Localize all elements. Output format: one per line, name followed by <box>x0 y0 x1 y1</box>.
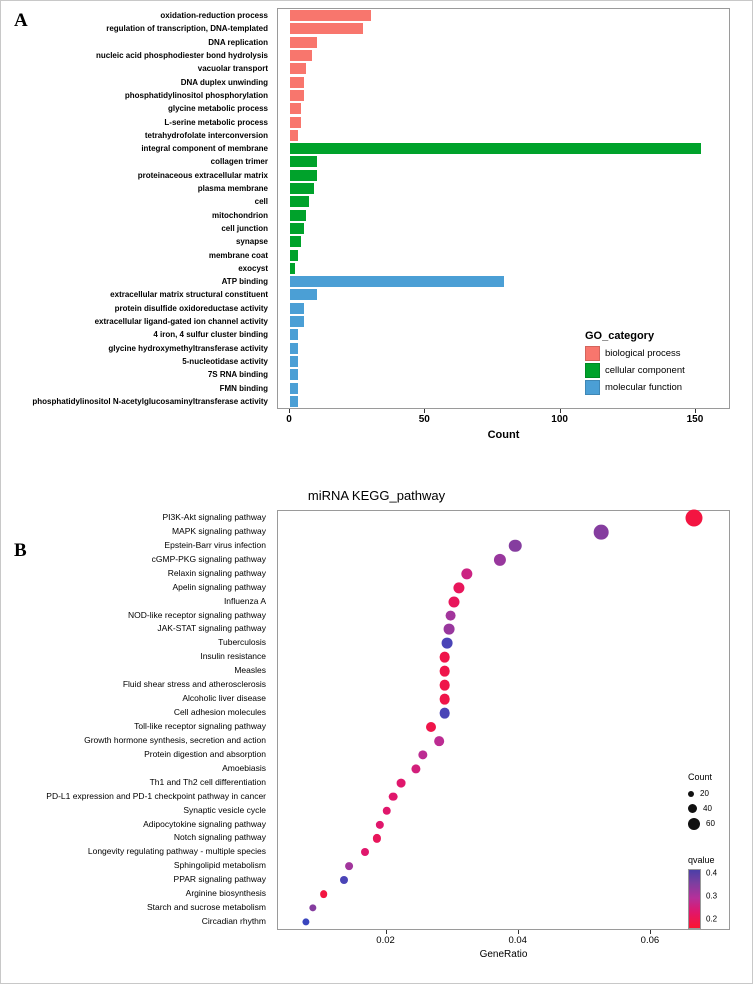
scatter-dot <box>444 624 455 635</box>
bar <box>290 289 317 300</box>
scatter-dot <box>361 848 369 856</box>
bar <box>290 316 304 327</box>
bar <box>290 356 298 367</box>
bar-label: protein disulfide oxidoreductase activity <box>114 303 268 313</box>
pathway-label: MAPK signaling pathway <box>171 525 266 536</box>
panel-b-x-axis-title: GeneRatio <box>479 949 528 960</box>
bar <box>290 130 298 141</box>
bar <box>290 77 304 88</box>
panel-b-color-legend <box>688 855 753 929</box>
panel-a-category-labels <box>0 8 272 409</box>
scatter-dot <box>376 820 384 828</box>
pathway-label: Cell adhesion molecules <box>173 707 266 718</box>
bar <box>290 10 371 21</box>
legend-item-cellular-component <box>585 363 745 378</box>
bar-label: extracellular matrix structural constituent <box>110 290 268 300</box>
size-legend-item <box>688 816 753 831</box>
bar-label: L-serine metabolic process <box>164 117 268 127</box>
pathway-label: Alcoholic liver disease <box>182 693 266 704</box>
axis-tick <box>289 409 290 413</box>
bar <box>290 276 504 287</box>
legend-swatch <box>585 346 600 361</box>
bar-label: nucleic acid phosphodiester bond hydrolysis <box>95 51 268 61</box>
bar-label: cell junction <box>221 223 268 233</box>
legend-label: biological process <box>605 348 681 359</box>
panel-a-x-axis-title: Count <box>487 429 520 441</box>
scatter-dot <box>439 652 450 663</box>
pathway-label: Influenza A <box>223 595 266 606</box>
color-legend-tick: 0.3 <box>706 891 718 901</box>
pathway-label: Amoebiasis <box>222 762 266 773</box>
scatter-dot <box>441 638 452 649</box>
bar <box>290 63 306 74</box>
panel-a-legend-title: GO_category <box>585 330 655 342</box>
bar-label: integral component of membrane <box>141 144 268 154</box>
bar <box>290 383 298 394</box>
bar <box>290 223 304 234</box>
scatter-dot <box>302 918 309 925</box>
bar-label: extracellular ligand-gated ion channel activity <box>94 317 268 327</box>
bar <box>290 23 363 34</box>
scatter-dot <box>426 722 436 732</box>
scatter-dot <box>412 764 421 773</box>
axis-tick-label: 0.02 <box>376 935 395 946</box>
panel-b-title: miRNA KEGG_pathway <box>307 488 446 503</box>
bar-label: collagen trimer <box>210 157 268 167</box>
panel-a-legend <box>585 330 745 397</box>
axis-tick <box>650 930 651 934</box>
scatter-dot <box>320 890 328 898</box>
scatter-dot <box>418 750 427 759</box>
bar-label: tetrahydrofolate interconversion <box>144 130 268 140</box>
bar-label: DNA replication <box>208 37 268 47</box>
scatter-dot <box>448 596 459 607</box>
bar-label: plasma membrane <box>197 184 268 194</box>
bar <box>290 369 298 380</box>
bar-label: phosphatidylinositol N-acetylglucosaminyltransferase activity <box>32 396 268 406</box>
pathway-label: Growth hormone synthesis, secretion and action <box>84 734 266 745</box>
axis-tick-label: 0.04 <box>508 935 527 946</box>
pathway-label: Insulin resistance <box>200 651 266 662</box>
size-legend-title: Count <box>688 772 713 782</box>
bar-label: ATP binding <box>221 277 268 287</box>
size-legend-label: 20 <box>700 789 709 798</box>
scatter-dot <box>439 708 450 719</box>
bar <box>290 303 304 314</box>
bar-label: DNA duplex unwinding <box>180 77 268 87</box>
bar <box>290 396 298 407</box>
bar <box>290 90 304 101</box>
bar-label: membrane coat <box>208 250 268 260</box>
scatter-dot <box>345 862 353 870</box>
bar-label: regulation of transcription, DNA-templated <box>106 24 268 34</box>
axis-tick <box>424 409 425 413</box>
size-legend-dot <box>688 804 697 813</box>
color-legend-title: qvalue <box>688 855 715 865</box>
bar-label: synapse <box>235 237 268 247</box>
scatter-dot <box>340 876 348 884</box>
legend-label: molecular function <box>605 382 683 393</box>
panel-b-size-legend <box>688 772 753 831</box>
bar-label: exocyst <box>238 263 268 273</box>
panel-b-plot-area <box>277 510 730 930</box>
panel-a-letter: A <box>14 10 28 31</box>
bar <box>290 103 301 114</box>
size-legend-item <box>688 801 753 816</box>
legend-item-molecular-function <box>585 380 745 395</box>
pathway-label: Longevity regulating pathway - multiple species <box>87 846 266 857</box>
bar <box>290 143 701 154</box>
bar-label: 7S RNA binding <box>207 370 268 380</box>
scatter-dot <box>494 554 506 566</box>
scatter-dot <box>397 778 406 787</box>
bar-label: proteinaceous extracellular matrix <box>137 170 268 180</box>
axis-tick <box>518 930 519 934</box>
panel-a <box>0 0 753 460</box>
bar-label: glycine metabolic process <box>167 104 268 114</box>
color-legend-tick: 0.4 <box>706 868 718 878</box>
panel-a-x-axis <box>277 409 730 449</box>
pathway-label: Protein digestion and absorption <box>144 748 266 759</box>
bar <box>290 236 301 247</box>
pathway-label: Apelin signaling pathway <box>172 581 266 592</box>
pathway-label: Starch and sucrose metabolism <box>146 902 266 913</box>
scatter-dot <box>454 582 465 593</box>
pathway-label: cGMP-PKG signaling pathway <box>151 553 266 564</box>
pathway-label: Notch signaling pathway <box>173 832 266 843</box>
pathway-label: Toll-like receptor signaling pathway <box>134 720 266 731</box>
bar <box>290 117 301 128</box>
size-legend-label: 40 <box>703 804 712 813</box>
bar-label: 4 iron, 4 sulfur cluster binding <box>153 330 268 340</box>
color-legend-gradient <box>688 869 701 929</box>
pathway-label: Relaxin signaling pathway <box>167 567 266 578</box>
bar-label: mitochondrion <box>212 210 268 220</box>
panel-b-letter: B <box>14 540 27 561</box>
scatter-dot <box>309 904 316 911</box>
bar <box>290 263 295 274</box>
legend-swatch <box>585 363 600 378</box>
pathway-label: Arginine biosynthesis <box>185 888 266 899</box>
axis-tick-label: 100 <box>551 414 568 425</box>
size-legend-item <box>688 786 753 801</box>
scatter-dot <box>685 509 702 526</box>
bar-label: glycine hydroxymethyltransferase activity <box>108 343 268 353</box>
scatter-dot <box>445 610 456 621</box>
color-legend-tick: 0.2 <box>706 914 718 924</box>
scatter-dot <box>439 680 450 691</box>
pathway-label: Circadian rhythm <box>201 916 266 927</box>
bar <box>290 343 298 354</box>
axis-tick <box>695 409 696 413</box>
axis-tick-label: 0 <box>286 414 292 425</box>
scatter-dot <box>373 834 381 842</box>
pathway-label: Fluid shear stress and atherosclerosis <box>122 679 266 690</box>
panel-b-category-labels <box>0 510 272 930</box>
pathway-label: Measles <box>234 665 266 676</box>
pathway-label: Th1 and Th2 cell differentiation <box>149 776 266 787</box>
bar <box>290 329 298 340</box>
bar <box>290 250 298 261</box>
legend-label: cellular component <box>605 365 685 376</box>
pathway-label: PPAR signaling pathway <box>173 874 266 885</box>
size-legend-label: 60 <box>706 819 715 828</box>
panel-b-x-axis <box>277 930 730 970</box>
bar-label: FMN binding <box>219 383 268 393</box>
bar <box>290 210 306 221</box>
pathway-label: NOD-like receptor signaling pathway <box>128 609 266 620</box>
scatter-dot <box>594 525 609 540</box>
bar <box>290 170 317 181</box>
scatter-dot <box>461 568 472 579</box>
pathway-label: Synaptic vesicle cycle <box>183 804 266 815</box>
pathway-label: PD-L1 expression and PD-1 checkpoint pathway in cancer <box>46 790 266 801</box>
axis-tick-label: 0.06 <box>640 935 660 946</box>
bar <box>290 183 314 194</box>
axis-tick-label: 50 <box>418 414 430 425</box>
scatter-dot <box>382 806 391 815</box>
bar <box>290 37 317 48</box>
pathway-label: PI3K-Akt signaling pathway <box>162 511 266 522</box>
panel-b <box>0 460 753 984</box>
scatter-dot <box>509 540 522 553</box>
scatter-dot <box>389 792 398 801</box>
bar <box>290 50 312 61</box>
scatter-dot <box>439 666 450 677</box>
bar-label: cell <box>254 197 268 207</box>
axis-tick-label: 150 <box>686 414 704 425</box>
pathway-label: Tuberculosis <box>218 637 266 648</box>
scatter-dot <box>439 694 450 705</box>
scatter-dot <box>435 736 445 746</box>
size-legend-dot <box>688 818 700 830</box>
legend-swatch <box>585 380 600 395</box>
pathway-label: Epstein-Barr virus infection <box>164 539 266 550</box>
axis-tick <box>560 409 561 413</box>
bar-label: oxidation-reduction process <box>160 11 268 21</box>
bar-label: vacuolar transport <box>197 64 268 74</box>
bar-label: phosphatidylinositol phosphorylation <box>124 90 268 100</box>
size-legend-dot <box>688 791 694 797</box>
axis-tick <box>386 930 387 934</box>
pathway-label: Adipocytokine signaling pathway <box>143 818 266 829</box>
bar <box>290 156 317 167</box>
legend-item-biological-process <box>585 346 745 361</box>
pathway-label: Sphingolipid metabolism <box>173 860 266 871</box>
pathway-label: JAK-STAT signaling pathway <box>157 623 266 634</box>
bar <box>290 196 309 207</box>
bar-label: 5-nucleotidase activity <box>182 356 268 366</box>
